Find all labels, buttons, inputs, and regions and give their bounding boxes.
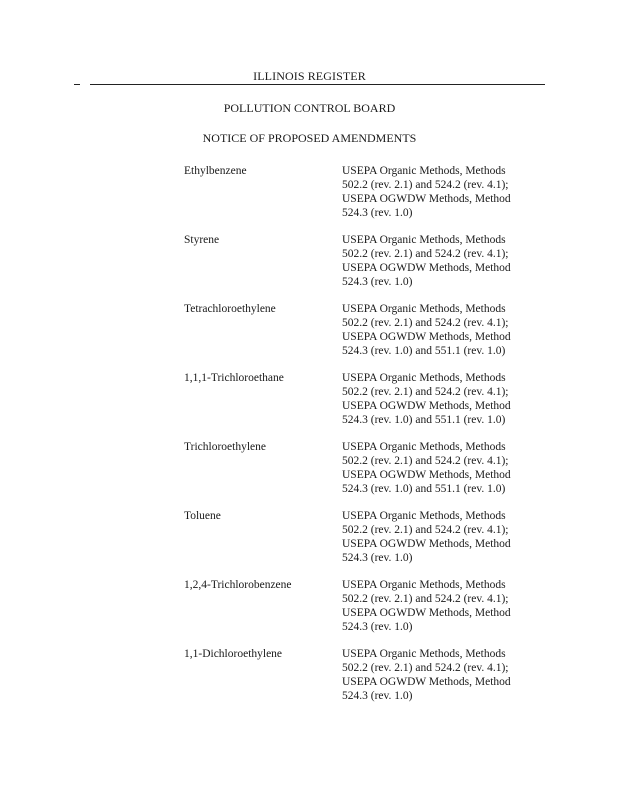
contaminant-name: 1,2,4-Trichlorobenzene <box>184 579 292 591</box>
list-item <box>0 440 619 509</box>
contaminant-name: Trichloroethylene <box>184 441 266 453</box>
analytical-methods <box>342 509 542 565</box>
list-item <box>0 164 619 233</box>
method-line: USEPA Organic Methods, Methods <box>342 648 506 660</box>
list-item <box>0 647 619 716</box>
notice-title: NOTICE OF PROPOSED AMENDMENTS <box>202 131 417 145</box>
method-line: 524.3 (rev. 1.0) and 551.1 (rev. 1.0) <box>342 414 506 426</box>
method-line: USEPA OGWDW Methods, Method <box>342 331 511 343</box>
method-line: 524.3 (rev. 1.0) <box>342 552 413 564</box>
analytical-methods <box>342 233 542 289</box>
register-title: ILLINOIS REGISTER <box>253 69 366 83</box>
method-line: 502.2 (rev. 2.1) and 524.2 (rev. 4.1); <box>342 455 509 467</box>
method-line: 524.3 (rev. 1.0) <box>342 690 413 702</box>
method-line: USEPA OGWDW Methods, Method <box>342 262 511 274</box>
method-line: 524.3 (rev. 1.0) and 551.1 (rev. 1.0) <box>342 345 506 357</box>
contaminant-name: Toluene <box>184 510 221 522</box>
method-line: 524.3 (rev. 1.0) <box>342 621 413 633</box>
method-line: USEPA OGWDW Methods, Method <box>342 676 511 688</box>
list-item <box>0 509 619 578</box>
method-line: 502.2 (rev. 2.1) and 524.2 (rev. 4.1); <box>342 386 509 398</box>
method-line: USEPA OGWDW Methods, Method <box>342 469 511 481</box>
method-line: USEPA OGWDW Methods, Method <box>342 607 511 619</box>
method-line: 502.2 (rev. 2.1) and 524.2 (rev. 4.1); <box>342 524 509 536</box>
method-line: 502.2 (rev. 2.1) and 524.2 (rev. 4.1); <box>342 662 509 674</box>
analytical-methods <box>342 578 542 634</box>
contaminant-name: Ethylbenzene <box>184 165 247 177</box>
analytical-methods <box>342 647 542 703</box>
list-item <box>0 371 619 440</box>
list-item <box>0 578 619 647</box>
contaminant-name: Tetrachloroethylene <box>184 303 276 315</box>
method-line: USEPA Organic Methods, Methods <box>342 579 506 591</box>
board-title: POLLUTION CONTROL BOARD <box>223 101 396 115</box>
list-item <box>0 302 619 371</box>
contaminant-name: 1,1-Dichloroethylene <box>184 648 283 660</box>
contaminant-name: Styrene <box>184 234 220 246</box>
method-line: USEPA OGWDW Methods, Method <box>342 400 511 412</box>
method-line: USEPA Organic Methods, Methods <box>342 510 506 522</box>
analytical-methods <box>342 371 542 427</box>
list-item <box>0 233 619 302</box>
method-line: 524.3 (rev. 1.0) and 551.1 (rev. 1.0) <box>342 483 506 495</box>
analytical-methods <box>342 164 542 220</box>
method-line: 502.2 (rev. 2.1) and 524.2 (rev. 4.1); <box>342 593 509 605</box>
method-line: USEPA Organic Methods, Methods <box>342 165 506 177</box>
method-line: USEPA OGWDW Methods, Method <box>342 538 511 550</box>
method-line: USEPA Organic Methods, Methods <box>342 303 506 315</box>
method-line: 524.3 (rev. 1.0) <box>342 207 413 219</box>
contaminant-name: 1,1,1-Trichloroethane <box>184 372 284 384</box>
analytical-methods <box>342 302 542 358</box>
method-line: 502.2 (rev. 2.1) and 524.2 (rev. 4.1); <box>342 179 509 191</box>
method-line: USEPA Organic Methods, Methods <box>342 234 506 246</box>
method-line: USEPA Organic Methods, Methods <box>342 372 506 384</box>
header-rule-dash <box>74 84 80 85</box>
contaminant-method-list <box>0 164 619 716</box>
method-line: USEPA Organic Methods, Methods <box>342 441 506 453</box>
method-line: 502.2 (rev. 2.1) and 524.2 (rev. 4.1); <box>342 248 509 260</box>
method-line: 502.2 (rev. 2.1) and 524.2 (rev. 4.1); <box>342 317 509 329</box>
analytical-methods <box>342 440 542 496</box>
method-line: USEPA OGWDW Methods, Method <box>342 193 511 205</box>
header-rule <box>90 84 545 85</box>
method-line: 524.3 (rev. 1.0) <box>342 276 413 288</box>
